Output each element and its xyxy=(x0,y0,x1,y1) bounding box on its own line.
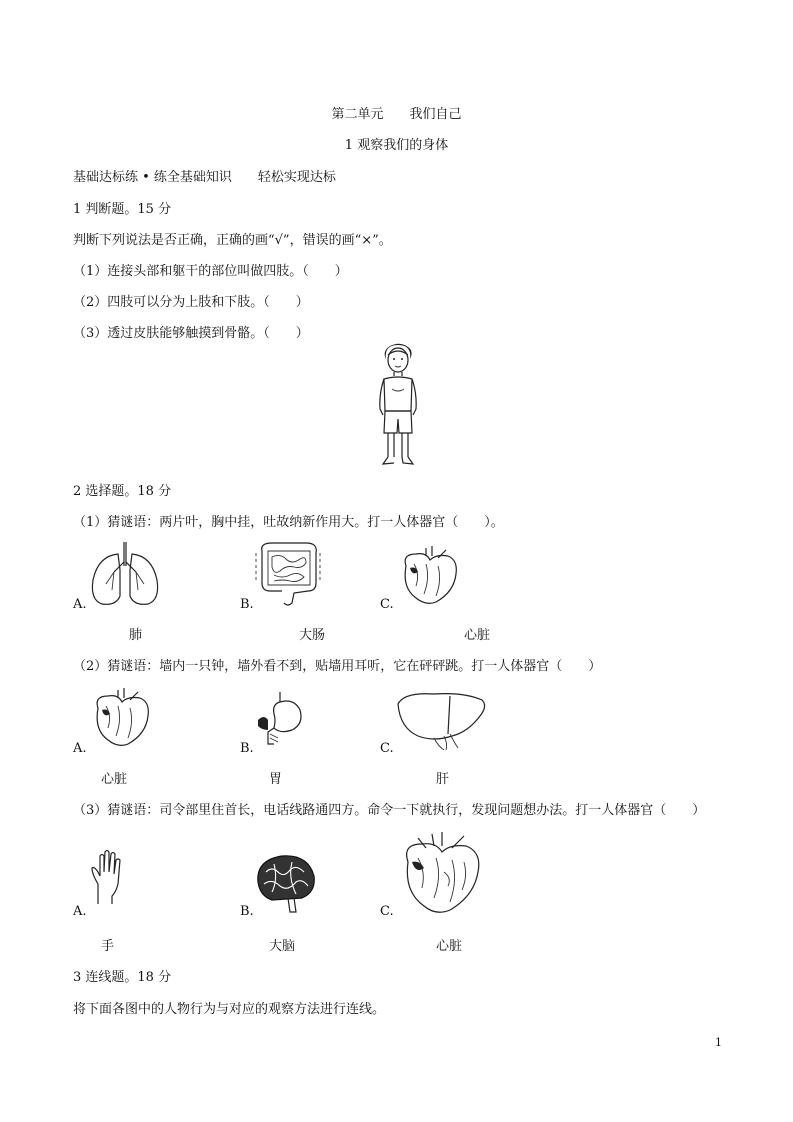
brain-icon xyxy=(252,852,318,914)
page-number: 1 xyxy=(715,1036,722,1049)
section-label: 基础达标练 • 练全基础知识 轻松实现达标 xyxy=(73,170,336,185)
q2-1-option-c-label: 心脏 xyxy=(464,628,491,643)
heart-icon xyxy=(396,832,488,916)
q3-title: 3 连线题。18 分 xyxy=(73,970,172,985)
q1-item-1: （1）连接头部和躯干的部位叫做四肢。（ ） xyxy=(73,264,348,279)
q2-1-option-b-letter[interactable]: B. xyxy=(240,597,254,612)
q1-instruction: 判断下列说法是否正确，正确的画“√”，错误的画“×”。 xyxy=(73,233,392,248)
lungs-icon xyxy=(88,540,162,608)
q2-3-option-b-label: 大脑 xyxy=(269,939,296,954)
stomach-icon xyxy=(254,690,306,750)
q2-3-option-b-letter[interactable]: B. xyxy=(240,904,254,919)
liver-icon xyxy=(394,690,490,752)
q2-2-option-b-letter[interactable]: B. xyxy=(240,741,254,756)
q1-title: 1 判断题。15 分 xyxy=(73,202,172,217)
q2-title: 2 选择题。18 分 xyxy=(73,484,172,499)
q2-2-prompt: （2）猜谜语：墙内一只钟，墙外看不到，贴墙用耳听，它在砰砰跳。打一人体器官（ ） xyxy=(73,659,602,674)
q2-2-option-b-label: 胃 xyxy=(269,772,283,787)
q2-3-prompt: （3）猜谜语：司令部里住首长，电话线路通四方。命令一下就执行，发现问题想办法。打一人体器官（ ） xyxy=(73,803,706,818)
heart-icon xyxy=(396,546,464,606)
q2-2-option-c-label: 肝 xyxy=(436,772,450,787)
q2-1-option-a-letter[interactable]: A. xyxy=(73,597,87,612)
q2-3-option-c-letter[interactable]: C. xyxy=(380,904,394,919)
unit-title: 第二单元 我们自己 xyxy=(331,107,462,122)
q3-instruction: 将下面各图中的人物行为与对应的观察方法进行连线。 xyxy=(73,1002,386,1017)
q1-item-2: （2）四肢可以分为上肢和下肢。（ ） xyxy=(73,295,309,310)
heart-icon xyxy=(88,688,156,750)
q1-item-3: （3）透过皮肤能够触摸到骨骼。（ ） xyxy=(73,326,309,341)
q2-1-option-b-label: 大肠 xyxy=(299,628,326,643)
boy-figure-icon xyxy=(370,343,426,471)
q2-3-option-c-label: 心脏 xyxy=(436,939,463,954)
q2-3-option-a-letter[interactable]: A. xyxy=(73,904,87,919)
q2-1-option-c-letter[interactable]: C. xyxy=(380,597,394,612)
large-intestine-icon xyxy=(252,539,324,609)
hand-icon xyxy=(90,848,124,908)
q2-2-option-a-letter[interactable]: A. xyxy=(73,741,87,756)
q2-2-option-a-label: 心脏 xyxy=(101,772,128,787)
q2-1-option-a-label: 肺 xyxy=(129,628,143,643)
q2-2-option-c-letter[interactable]: C. xyxy=(380,741,394,756)
q2-1-prompt: （1）猜谜语：两片叶，胸中挂，吐故纳新作用大。打一人体器官（ ）。 xyxy=(73,515,504,530)
q2-3-option-a-label: 手 xyxy=(101,939,115,954)
lesson-title: 1 观察我们的身体 xyxy=(344,138,449,153)
